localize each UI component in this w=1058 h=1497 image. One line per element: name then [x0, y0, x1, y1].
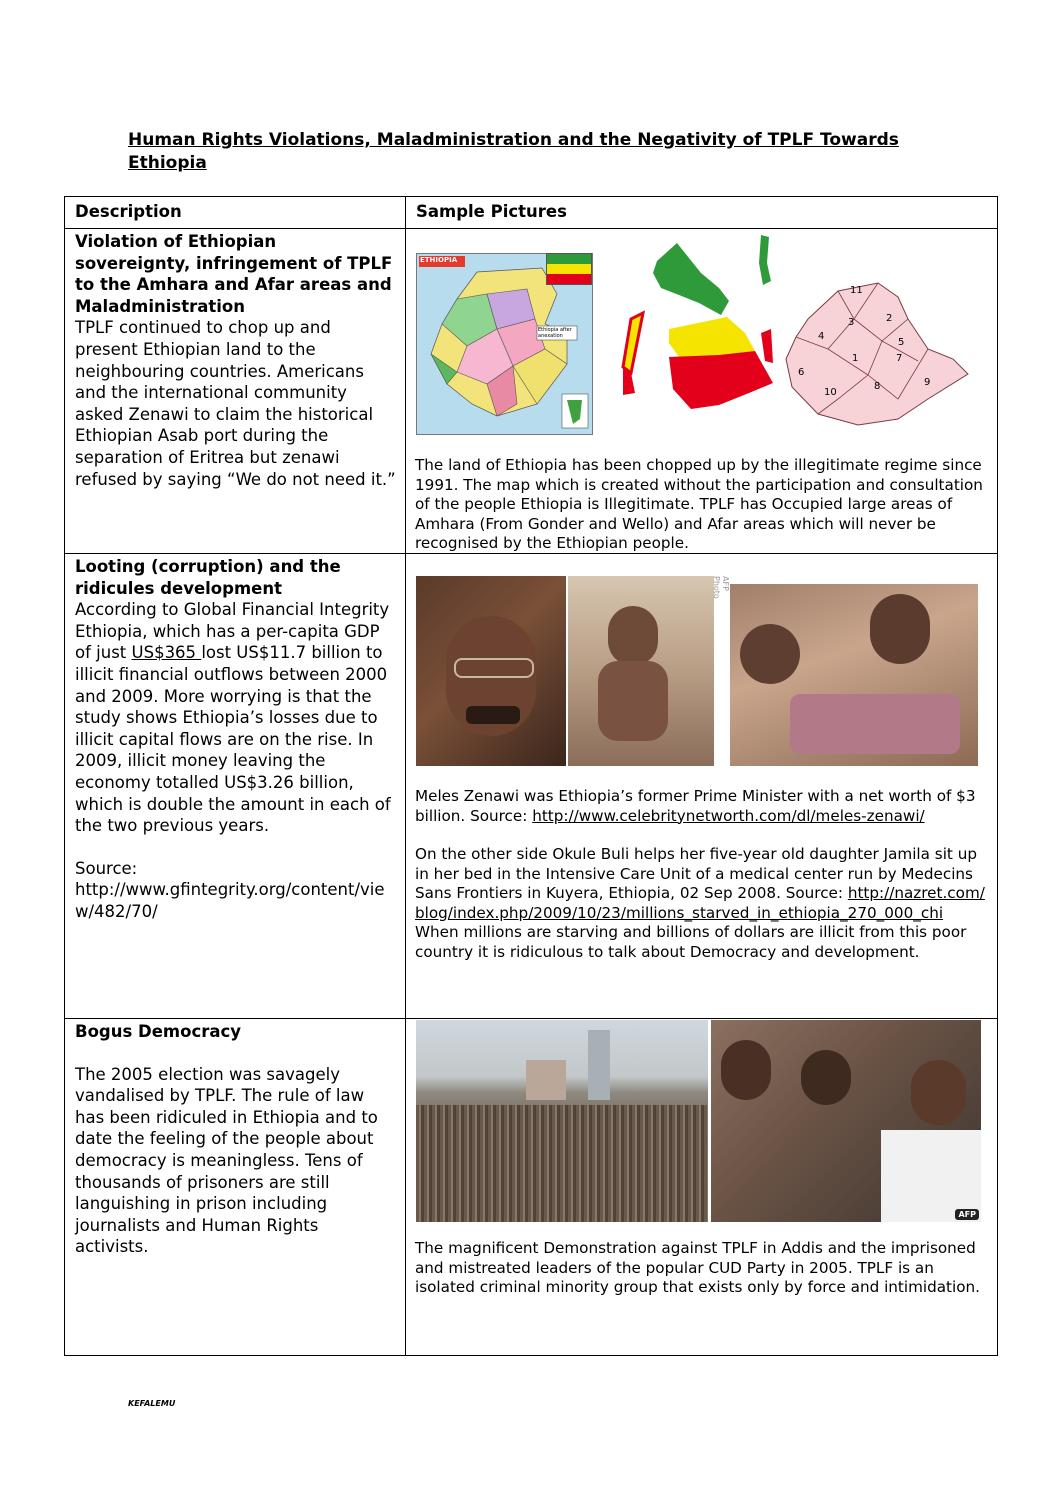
row3-caption: The magnificent Demonstration against TPLF in Addis and the imprisoned and mistreated leaders of the popular CUD Party in 2005. TPLF is an isolated criminal minority group that exists only by force and intimidation. — [415, 1239, 980, 1296]
page-title: Human Rights Violations, Maladministration and the Negativity of TPLF Towards Ethiopia — [128, 130, 899, 173]
afp-photo-credit: AFP Photo — [712, 576, 730, 599]
meles-zenawi-photo — [416, 576, 566, 766]
header-sample-pictures: Sample Pictures — [416, 202, 567, 221]
header-description: Description — [75, 202, 182, 221]
ethiopian-flag-icon — [546, 253, 592, 285]
gdp-link[interactable]: US$365 — [131, 643, 202, 663]
celebritynetworth-link[interactable]: http://www.celebritynetworth.com/dl/meles-zenawi/ — [532, 806, 925, 825]
table-row — [65, 229, 998, 554]
region-number: 10 — [824, 387, 837, 398]
row2-caption — [415, 787, 987, 962]
region-number: 7 — [896, 353, 903, 364]
row2-body-pre: According to Global Financial Integrity Ethiopia, which has a per-capita GDP of just — [75, 600, 390, 663]
region-number: 8 — [874, 381, 881, 392]
map-title-label: ETHIOPIA — [420, 256, 458, 264]
content-table — [64, 196, 998, 1356]
demonstration-crowd-photo — [416, 1020, 708, 1222]
map-annexation-note: Ethiopia after anexation — [538, 327, 572, 339]
cud-leaders-photo — [711, 1020, 981, 1222]
region-number: 2 — [886, 313, 893, 324]
starving-caption: When millions are starving and billions of dollars are illicit from this poor country it is ridiculous to talk about Democracy and development. — [415, 923, 967, 961]
region-number: 3 — [848, 317, 855, 328]
nazret-link[interactable]: http://nazret.com/blog/index.php/2009/10/23/millions_starved_in_ethiopia_270_000_chi — [415, 884, 985, 922]
region-number: 6 — [798, 367, 805, 378]
region-number: 9 — [924, 377, 931, 388]
table-row — [65, 554, 998, 1019]
row3-description — [65, 1019, 405, 1258]
row1-caption: The land of Ethiopia has been chopped up by the illegitimate regime since 1991. The map which is created without the participation and consultation of the people Ethiopia is Illegitimate. TPLF has Occupied large areas of Amhara (From Gonder and Wello) and Afar areas which will never be recognised by the Ethiopian people. — [415, 456, 983, 552]
row1-body: TPLF continued to chop up and present Ethiopian land to the neighbouring countries. Americans and the international community asked Zenawi to claim the historical Ethiopian Asab port during the separation of Eritrea but zenawi refused by saying “We do not need it.” — [75, 318, 396, 489]
row3-heading: Bogus Democracy — [75, 1022, 242, 1041]
zenawi-caption: Meles Zenawi was Ethiopia’s former Prime Minister with a net worth of $3 billion. Source: — [415, 787, 976, 825]
row2-source-label: Source: — [75, 858, 138, 878]
row3-body: The 2005 election was savagely vandalised by TPLF. The rule of law has been ridiculed in Ethiopia and to date the feeling of the people about democracy is meaningless. Tens of thousands of prisoners are still languishing in prison including journalists and Human Rights activists. — [75, 1064, 378, 1257]
row2-description — [65, 554, 405, 923]
table-header-row — [65, 197, 998, 229]
starving-child-photo — [568, 576, 714, 766]
table-row — [65, 1019, 998, 1356]
row2-heading: Looting (corruption) and the ridicules development — [75, 557, 341, 598]
numbered-regions-map — [778, 279, 990, 429]
region-number: 11 — [850, 285, 863, 296]
flag-colored-ethiopia-map — [609, 233, 773, 429]
afp-badge: AFP — [955, 1209, 979, 1220]
region-number: 5 — [898, 337, 905, 348]
row1-description — [65, 229, 405, 490]
row1-heading: Violation of Ethiopian sovereignty, infringement of TPLF to the Amhara and Afar areas and Maladministration — [75, 232, 393, 316]
row2-body-post: lost US$11.7 billion to illicit financial outflows between 2000 and 2009. More worrying is that the study shows Ethiopia’s losses due to illicit capital flows are on the rise. In 2009, illicit money leaving the economy totalled US$3.26 billion, which is double the amount in each of the two previous years. — [75, 643, 391, 836]
children-on-beds-photo — [730, 584, 978, 766]
region-number: 1 — [852, 353, 859, 364]
okule-buli-caption: On the other side Okule Buli helps her five-year old daughter Jamila sit up in her bed in the Intensive Care Unit of a medical center run by Medecins Sans Frontiers in Kuyera, Ethiopia, 02 Sep 2008. Source: — [415, 845, 977, 902]
row2-source-url: http://www.gfintegrity.org/content/view/482/70/ — [75, 880, 385, 921]
region-number: 4 — [818, 331, 825, 342]
footer-author: KEFALEMU — [128, 1399, 176, 1408]
